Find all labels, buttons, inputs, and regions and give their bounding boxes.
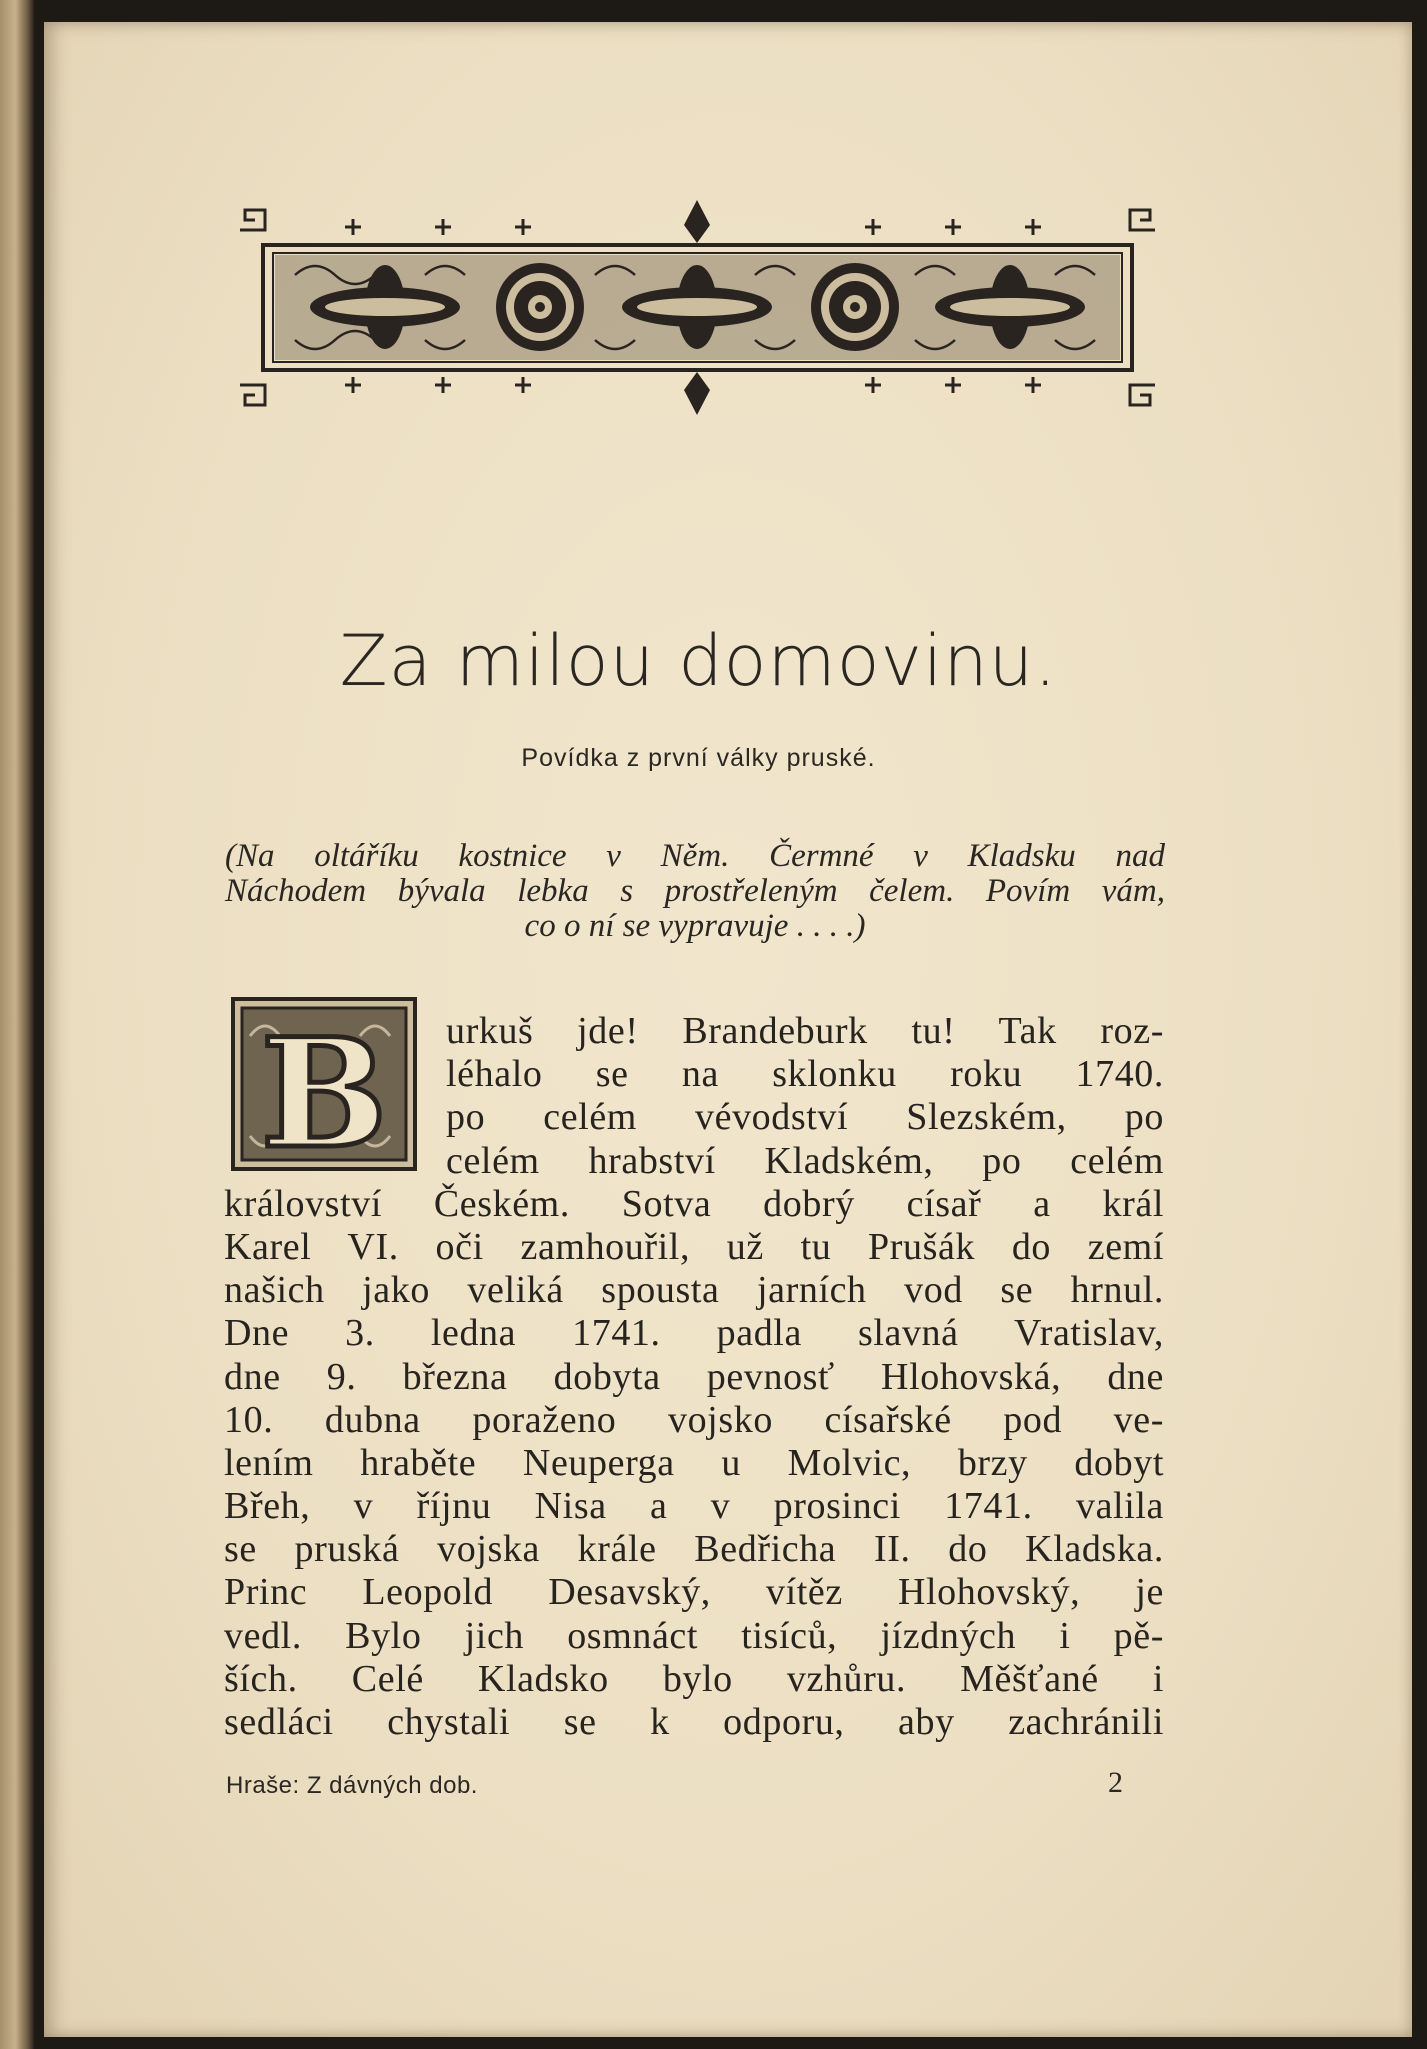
body-line: dne 9. března dobyta pevnosť Hlohovská, dne: [224, 1355, 1164, 1398]
header-ornament-icon: [235, 195, 1160, 420]
body-line: se pruská vojska krále Bedřicha II. do Kladska.: [224, 1528, 1164, 1571]
signature-mark: Hraše: Z dávných dob.: [226, 1772, 478, 1799]
body-line: po celém vévodství Slezském, po: [446, 1096, 1164, 1139]
body-line: lením hraběte Neuperga u Molvic, brzy dobyt: [224, 1441, 1164, 1484]
body-line: ších. Celé Kladsko bylo vzhůru. Měšťané i: [224, 1657, 1164, 1700]
chapter-subtitle: Povídka z první války pruské.: [521, 744, 876, 772]
facing-page-edge: [0, 0, 34, 2049]
body-line: celém hrabství Kladském, po celém: [446, 1139, 1164, 1182]
body-line: urkuš jde! Brandeburk tu! Tak roz-: [446, 1010, 1164, 1052]
body-line: Dne 3. ledna 1741. padla slavná Vratislav,: [224, 1312, 1164, 1355]
body-line: léhalo se na sklonku roku 1740.: [446, 1053, 1164, 1096]
body-line: sedláci chystali se k odporu, aby zachránili: [224, 1701, 1164, 1743]
epigraph-line: (Na oltáříku kostnice v Něm. Čermné v Kladsku nad: [225, 838, 1165, 874]
drop-cap-letter: B: [260, 1006, 388, 1172]
body-line: Karel VI. oči zamhouřil, už tu Prušák do zemí: [224, 1225, 1164, 1268]
sheet-number: 2: [1108, 1766, 1123, 1799]
body-line: království Českém. Sotva dobrý císař a král: [224, 1182, 1164, 1225]
epigraph: [225, 839, 1165, 944]
epigraph-line: co o ní se vypravuje . . . .): [524, 908, 866, 944]
epigraph-line: Náchodem bývala lebka s prostřeleným čelem. Povím vám,: [225, 873, 1165, 909]
body-text: [224, 1010, 1164, 1744]
body-line: Břeh, v říjnu Nisa a v prosinci 1741. valila: [224, 1485, 1164, 1528]
body-line: Princ Leopold Desavský, vítěz Hlohovský, je: [224, 1571, 1164, 1614]
body-line: vedl. Bylo jich osmnáct tisíců, jízdných i pě-: [224, 1614, 1164, 1657]
chapter-title: Za milou domovinu.: [339, 620, 1058, 702]
body-line: 10. dubna poraženo vojsko císařské pod ve-: [224, 1398, 1164, 1441]
body-line: našich jako veliká spousta jarních vod se hrnul.: [224, 1269, 1164, 1312]
